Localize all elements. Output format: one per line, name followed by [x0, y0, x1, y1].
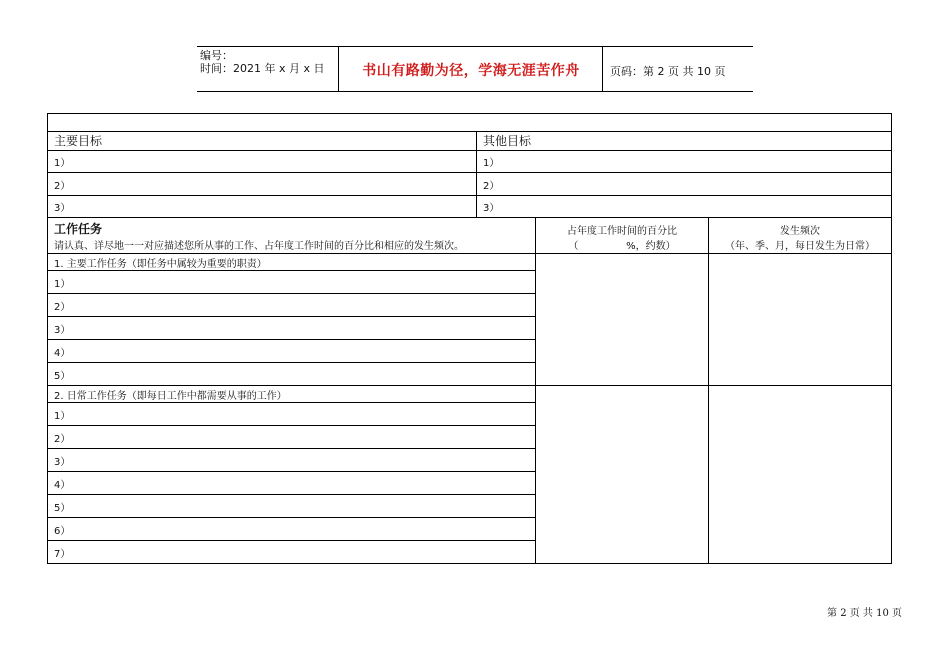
footer-page-number: 第 2 页 共 10 页 — [827, 608, 902, 619]
daily-task-field[interactable]: 6） — [48, 518, 536, 541]
main-tasks-section-label: 1. 主要工作任务（即任务中属较为重要的职责） — [48, 254, 536, 271]
main-task-field[interactable]: 2） — [48, 294, 536, 317]
document-time-label: 时间：2021 年 x 月 x 日 — [200, 62, 325, 75]
goals-header-row — [48, 132, 892, 151]
header-meta — [200, 49, 325, 75]
header-bottom-rule — [197, 91, 753, 92]
frequency-note: （年、季、月，每日发生为日常） — [725, 241, 875, 252]
daily-task-field[interactable]: 3） — [48, 449, 536, 472]
frequency-title: 发生频次 — [780, 226, 820, 237]
main-goal-field[interactable]: 2） — [48, 173, 477, 196]
other-goals-header: 其他目标 — [477, 132, 892, 151]
header-top-rule — [197, 46, 753, 47]
goals-row — [48, 173, 892, 196]
tasks-instruction: 请认真、详尽地一一对应描述您所从事的工作、占年度工作时间的百分比和相应的发生频次。 — [54, 241, 464, 252]
main-task-field[interactable]: 1） — [48, 271, 536, 294]
frequency-header-cell — [709, 218, 892, 254]
job-description-form — [47, 113, 892, 564]
header-page-number: 页码：第 2 页 共 10 页 — [610, 65, 726, 78]
blank-top-cell — [48, 114, 892, 132]
daily-task-field[interactable]: 4） — [48, 472, 536, 495]
daily-task-field[interactable]: 5） — [48, 495, 536, 518]
tasks-title: 工作任务 — [54, 222, 103, 236]
goals-row — [48, 196, 892, 218]
daily-tasks-frequency-field[interactable] — [709, 386, 892, 564]
percent-title: 占年度工作时间的百分比 — [567, 226, 677, 237]
main-tasks-section-row — [48, 254, 892, 271]
daily-tasks-section-row — [48, 386, 892, 403]
tasks-header-row — [48, 218, 892, 254]
daily-tasks-section-label: 2. 日常工作任务（即每日工作中都需要从事的工作） — [48, 386, 536, 403]
main-goals-header: 主要目标 — [48, 132, 477, 151]
other-goal-field[interactable]: 2） — [477, 173, 892, 196]
percent-note: （ %，约数） — [568, 241, 676, 252]
header-motto: 书山有路勤为径，学海无涯苦作舟 — [362, 63, 580, 79]
main-task-field[interactable]: 4） — [48, 340, 536, 363]
other-goal-field[interactable]: 3） — [477, 196, 892, 218]
main-goal-field[interactable]: 3） — [48, 196, 477, 218]
document-number-label: 编号： — [200, 49, 233, 62]
other-goal-field[interactable]: 1） — [477, 151, 892, 173]
daily-task-field[interactable]: 2） — [48, 426, 536, 449]
daily-tasks-percent-field[interactable] — [536, 386, 709, 564]
header-divider-left — [338, 46, 339, 92]
tasks-header-cell — [48, 218, 536, 254]
main-tasks-frequency-field[interactable] — [709, 254, 892, 386]
main-task-field[interactable]: 5） — [48, 363, 536, 386]
main-task-field[interactable]: 3） — [48, 317, 536, 340]
header-divider-right — [602, 46, 603, 92]
daily-task-field[interactable]: 1） — [48, 403, 536, 426]
main-tasks-percent-field[interactable] — [536, 254, 709, 386]
main-goal-field[interactable]: 1） — [48, 151, 477, 173]
percent-header-cell — [536, 218, 709, 254]
daily-task-field[interactable]: 7） — [48, 541, 536, 564]
blank-top-row — [48, 114, 892, 132]
goals-row — [48, 151, 892, 173]
